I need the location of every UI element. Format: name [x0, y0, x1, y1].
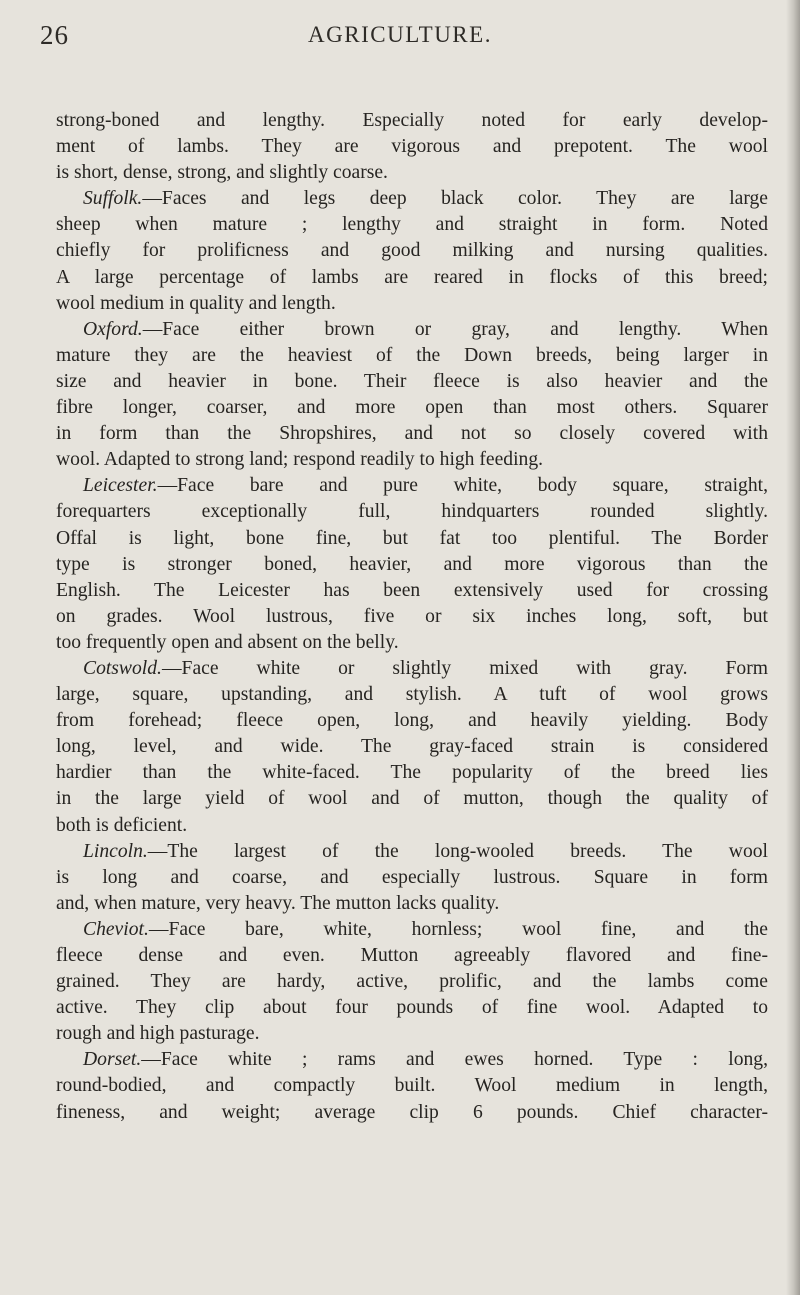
- text-line: [56, 108, 768, 134]
- line-text: mature they are the heaviest of the Down breeds, being larger in: [56, 344, 768, 366]
- line-text: in form than the Shropshires, and not so closely covered with: [56, 423, 768, 445]
- text-line: [56, 760, 768, 786]
- text-line: [56, 421, 768, 447]
- text-line: [56, 265, 768, 291]
- text-line: [56, 865, 768, 891]
- line-text: strong-boned and lengthy. Especially noted for early develop-: [56, 110, 768, 131]
- breed-name: Oxford.: [83, 318, 143, 340]
- line-text: from forehead; fleece open, long, and heavily yielding. Body: [56, 710, 768, 732]
- breed-name: Cotswold.: [83, 657, 162, 679]
- line-text: —Faces and legs deep black color. They are large: [142, 188, 768, 210]
- line-text: forequarters exceptionally full, hindquarters rounded slightly.: [56, 501, 768, 523]
- text-line: [56, 969, 768, 995]
- text-line: [56, 891, 768, 917]
- text-line: [56, 369, 768, 395]
- line-text: rough and high pasturage.: [56, 1023, 260, 1045]
- line-text: chiefly for prolificness and good milking and nursing qualities.: [56, 240, 768, 262]
- line-text: —Face either brown or gray, and lengthy. When: [142, 318, 768, 340]
- line-text: wool. Adapted to strong land; respond readily to high feeding.: [56, 449, 544, 471]
- text-line: [56, 786, 768, 812]
- text-line: [56, 839, 768, 865]
- text-line: [56, 499, 768, 525]
- line-text: ment of lambs. They are vigorous and prepotent. The wool: [56, 136, 768, 158]
- text-line: [56, 317, 768, 343]
- line-text: on grades. Wool lustrous, five or six inches long, soft, but: [56, 605, 768, 627]
- line-text: sheep when mature ; lengthy and straight in form. Noted: [56, 214, 768, 236]
- line-text: grained. They are hardy, active, prolific, and the lambs come: [56, 971, 768, 993]
- text-line: [56, 1047, 768, 1073]
- line-text: wool medium in quality and length.: [56, 292, 336, 314]
- text-line: [56, 943, 768, 969]
- page-edge-shadow: [786, 0, 800, 1295]
- text-line: [56, 473, 768, 499]
- line-text: fibre longer, coarser, and more open than most others. Squarer: [56, 397, 768, 419]
- line-text: is short, dense, strong, and slightly coarse.: [56, 162, 388, 184]
- line-text: Offal is light, bone fine, but fat too plentiful. The Border: [56, 527, 768, 549]
- text-line: [56, 682, 768, 708]
- line-text: —Face white ; rams and ewes horned. Type : long,: [141, 1049, 768, 1071]
- text-line: [56, 134, 768, 160]
- line-text: A large percentage of lambs are reared in flocks of this breed;: [56, 266, 768, 288]
- page-number: 26: [40, 20, 69, 50]
- breed-name: Leicester.: [83, 475, 158, 497]
- line-text: —Face white or slightly mixed with gray. Form: [161, 657, 768, 679]
- line-text: too frequently open and absent on the belly.: [56, 631, 399, 653]
- line-text: round-bodied, and compactly built. Wool medium in length,: [56, 1075, 768, 1097]
- text-line: [56, 447, 768, 473]
- line-text: active. They clip about four pounds of fine wool. Adapted to: [56, 997, 768, 1019]
- text-line: [56, 734, 768, 760]
- breed-name: Cheviot.: [83, 918, 149, 940]
- breed-name: Lincoln.: [83, 840, 148, 862]
- text-line: [56, 395, 768, 421]
- breed-name: Suffolk.: [83, 188, 143, 210]
- text-line: [56, 604, 768, 630]
- text-line: [56, 1100, 768, 1126]
- text-line: [56, 291, 768, 317]
- text-line: [56, 1021, 768, 1047]
- text-line: [56, 708, 768, 734]
- running-head: AGRICULTURE.: [308, 22, 492, 47]
- line-text: long, level, and wide. The gray-faced strain is considered: [56, 736, 768, 758]
- line-text: —Face bare, white, hornless; wool fine, and the: [148, 918, 768, 940]
- line-text: —Face bare and pure white, body square, straight,: [157, 475, 768, 497]
- text-line: [56, 995, 768, 1021]
- line-text: fleece dense and even. Mutton agreeably flavored and fine-: [56, 945, 768, 966]
- text-line: [56, 552, 768, 578]
- text-line: [56, 238, 768, 264]
- line-text: type is stronger boned, heavier, and more vigorous than the: [56, 553, 768, 575]
- line-text: and, when mature, very heavy. The mutton lacks quality.: [56, 892, 500, 914]
- line-text: both is deficient.: [56, 814, 188, 836]
- line-text: is long and coarse, and especially lustrous. Square in form: [56, 866, 768, 888]
- text-line: [56, 656, 768, 682]
- breed-name: Dorset.: [83, 1049, 142, 1071]
- line-text: hardier than the white-faced. The popularity of the breed lies: [56, 762, 768, 784]
- text-line: [56, 1073, 768, 1099]
- text-line: [56, 630, 768, 656]
- page-header: [0, 20, 800, 60]
- line-text: large, square, upstanding, and stylish. A tuft of wool grows: [56, 684, 768, 706]
- line-text: fineness, and weight; average clip 6 pounds. Chief character-: [56, 1101, 768, 1123]
- text-line: [56, 212, 768, 238]
- text-line: [56, 186, 768, 212]
- body-text: [56, 108, 768, 1126]
- line-text: —The largest of the long-wooled breeds. The wool: [147, 840, 768, 862]
- text-line: [56, 917, 768, 943]
- line-text: English. The Leicester has been extensively used for crossing: [56, 579, 768, 601]
- text-line: [56, 578, 768, 604]
- text-line: [56, 160, 768, 186]
- text-line: [56, 343, 768, 369]
- line-text: size and heavier in bone. Their fleece is also heavier and the: [56, 370, 768, 392]
- text-line: [56, 526, 768, 552]
- text-line: [56, 813, 768, 839]
- line-text: in the large yield of wool and of mutton, though the quality of: [56, 788, 768, 810]
